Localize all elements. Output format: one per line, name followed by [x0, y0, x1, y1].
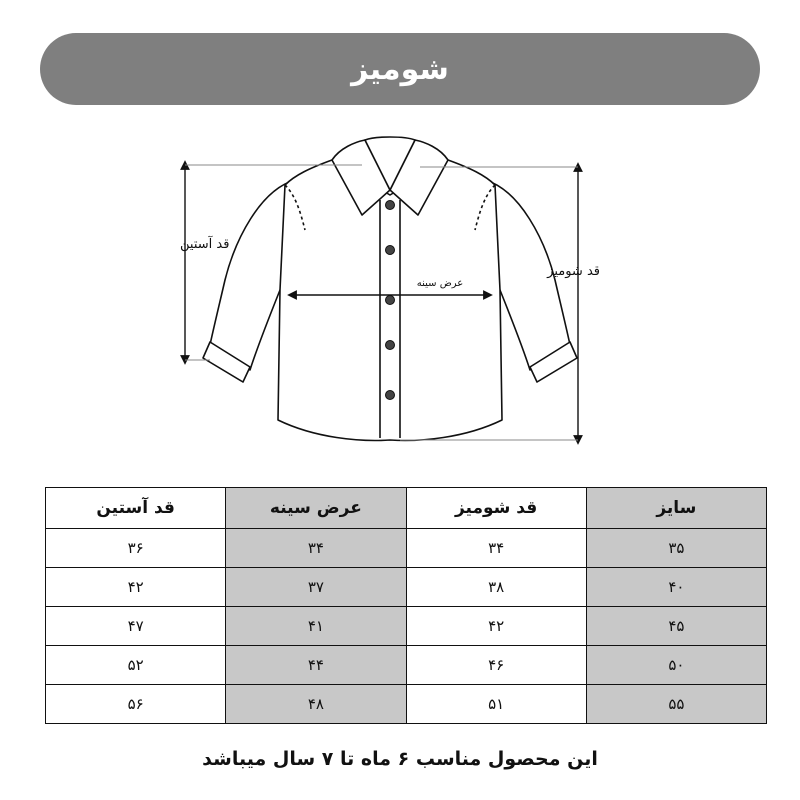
table-row — [46, 607, 767, 646]
cell-chest-width: ۴۸ — [226, 685, 406, 724]
header-size: سایز — [586, 488, 766, 529]
cell-size: ۴۰ — [586, 568, 766, 607]
cell-sleeve-length: ۳۶ — [46, 529, 226, 568]
shirt-illustration — [100, 120, 700, 460]
cell-size: ۵۵ — [586, 685, 766, 724]
table-header-row — [46, 488, 767, 529]
cell-shirt-length: ۳۴ — [406, 529, 586, 568]
table-row — [46, 568, 767, 607]
sleeve-length-label: قد آستین — [180, 237, 230, 252]
header-sleeve-length: قد آستین — [46, 488, 226, 529]
cell-size: ۴۵ — [586, 607, 766, 646]
age-range-note: این محصول مناسب ۶ ماه تا ۷ سال میباشد — [202, 748, 598, 770]
cell-sleeve-length: ۴۷ — [46, 607, 226, 646]
chest-width-label: عرض سینه — [416, 278, 464, 289]
cell-shirt-length: ۴۲ — [406, 607, 586, 646]
size-table — [45, 487, 767, 724]
cell-chest-width: ۳۷ — [226, 568, 406, 607]
cell-sleeve-length: ۴۲ — [46, 568, 226, 607]
cell-shirt-length: ۵۱ — [406, 685, 586, 724]
cell-sleeve-length: ۵۲ — [46, 646, 226, 685]
cell-shirt-length: ۴۶ — [406, 646, 586, 685]
cell-chest-width: ۳۴ — [226, 529, 406, 568]
cell-chest-width: ۴۱ — [226, 607, 406, 646]
title-banner — [40, 33, 760, 105]
table-row — [46, 646, 767, 685]
header-chest-width: عرض سینه — [226, 488, 406, 529]
cell-size: ۳۵ — [586, 529, 766, 568]
table-row — [46, 685, 767, 724]
cell-size: ۵۰ — [586, 646, 766, 685]
cell-chest-width: ۴۴ — [226, 646, 406, 685]
header-shirt-length: قد شومیز — [406, 488, 586, 529]
page-title: شومیز — [351, 51, 449, 87]
shirt-length-label: قد شومیز — [547, 264, 600, 279]
cell-sleeve-length: ۵۶ — [46, 685, 226, 724]
cell-shirt-length: ۳۸ — [406, 568, 586, 607]
table-row — [46, 529, 767, 568]
shirt-diagram — [100, 120, 700, 460]
